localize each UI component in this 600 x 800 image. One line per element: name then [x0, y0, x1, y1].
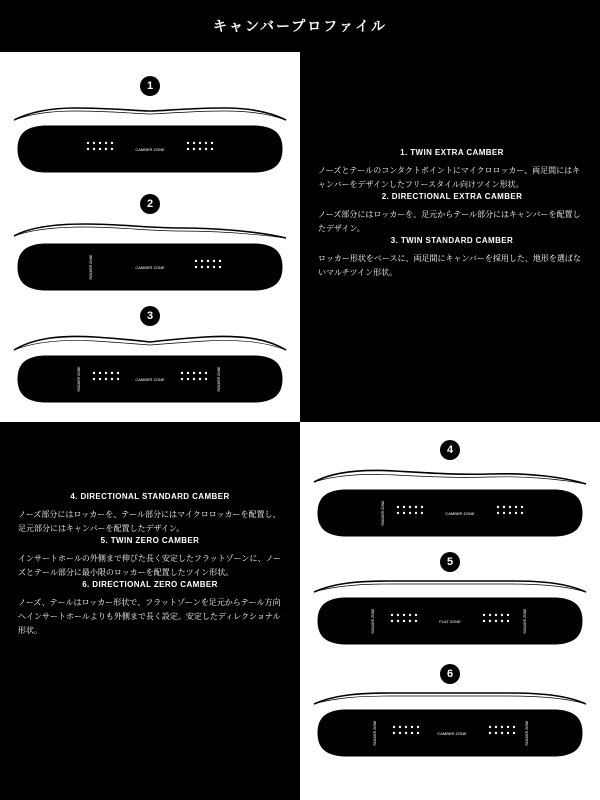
description-item-6	[18, 580, 282, 638]
badge-2: 2	[140, 194, 160, 214]
description-body: ロッカー形状をベースに、両足間にキャンバーを採用した、地形を選ばないマルチツイン形状。	[318, 254, 581, 277]
description-item-5	[18, 536, 282, 580]
svg-text:ROCKER ZONE: ROCKER ZONE	[525, 720, 529, 746]
svg-text:ROCKER ZONE: ROCKER ZONE	[89, 254, 93, 280]
svg-text:CAMBER ZONE: CAMBER ZONE	[437, 731, 467, 736]
svg-text:ROCKER ZONE: ROCKER ZONE	[371, 608, 375, 634]
svg-text:ROCKER ZONE: ROCKER ZONE	[381, 500, 385, 526]
description-heading: 6. DIRECTIONAL ZERO CAMBER	[82, 580, 218, 589]
board-topview-3	[0, 348, 300, 410]
svg-text:ROCKER ZONE: ROCKER ZONE	[217, 366, 221, 392]
svg-text:ROCKER ZONE: ROCKER ZONE	[46, 136, 50, 162]
badge-1: 1	[140, 76, 160, 96]
svg-text:ROCKER ZONE: ROCKER ZONE	[523, 608, 527, 634]
svg-text:ROCKER ZONE: ROCKER ZONE	[248, 136, 252, 162]
svg-text:ROCKER ZONE: ROCKER ZONE	[77, 366, 81, 392]
svg-text:FLAT ZONE: FLAT ZONE	[439, 619, 461, 624]
badge-4: 4	[440, 440, 460, 460]
descriptions-right	[318, 148, 586, 280]
description-body: ノーズ部分にはロッカーを、足元からテール部分にはキャンバーを配置したデザイン。	[318, 210, 581, 233]
description-heading: 4. DIRECTIONAL STANDARD CAMBER	[70, 492, 230, 501]
description-heading: 2. DIRECTIONAL EXTRA CAMBER	[381, 192, 523, 201]
description-item-1	[318, 148, 586, 192]
svg-text:ROCKER ZONE: ROCKER ZONE	[373, 720, 377, 746]
svg-text:CAMBER ZONE: CAMBER ZONE	[135, 377, 165, 382]
description-heading: 5. TWIN ZERO CAMBER	[100, 536, 200, 545]
description-body: ノーズとテールのコンタクトポイントにマイクロロッカー、両足間にはキャンバーをデザインしたフリースタイル向けツイン形状。	[318, 166, 581, 189]
description-heading: 1. TWIN EXTRA CAMBER	[400, 148, 504, 157]
description-item-2	[318, 192, 586, 236]
svg-text:ROCKER ZONE: ROCKER ZONE	[551, 501, 555, 525]
board-topview-4	[300, 482, 600, 544]
description-body: インサートホールの外側まで伸びた長く安定したフラットゾーンに、ノーズとテール部分に最小限のロッカーを配置したツイン形状。	[18, 554, 282, 577]
svg-text:CAMBER ZONE: CAMBER ZONE	[445, 511, 475, 516]
board-topview-6	[300, 702, 600, 764]
board-topview-5	[300, 590, 600, 652]
badge-6: 6	[440, 664, 460, 684]
description-body: ノーズ、テールはロッカー形状で、フラットゾーンを足元からテール方向へインサートホールよりも外側まで長く設定。安定したディレクショナル形状。	[18, 598, 281, 635]
descriptions-left	[18, 492, 282, 638]
badge-5: 5	[440, 552, 460, 572]
page-title: キャンバープロファイル	[212, 18, 388, 34]
description-body: ノーズ部分にはロッカーを、テール部分にはマイクロロッカーを配置し、足元部分にはキャンバーを配置したデザイン。	[18, 510, 281, 533]
svg-text:CAMBER ZONE: CAMBER ZONE	[135, 265, 165, 270]
svg-text:CAMBER ZONE: CAMBER ZONE	[135, 147, 165, 152]
description-heading: 3. TWIN STANDARD CAMBER	[390, 236, 514, 245]
badge-3: 3	[140, 306, 160, 326]
description-item-3	[318, 236, 586, 280]
description-item-4	[18, 492, 282, 536]
board-topview-1	[0, 118, 300, 180]
board-topview-2	[0, 236, 300, 298]
